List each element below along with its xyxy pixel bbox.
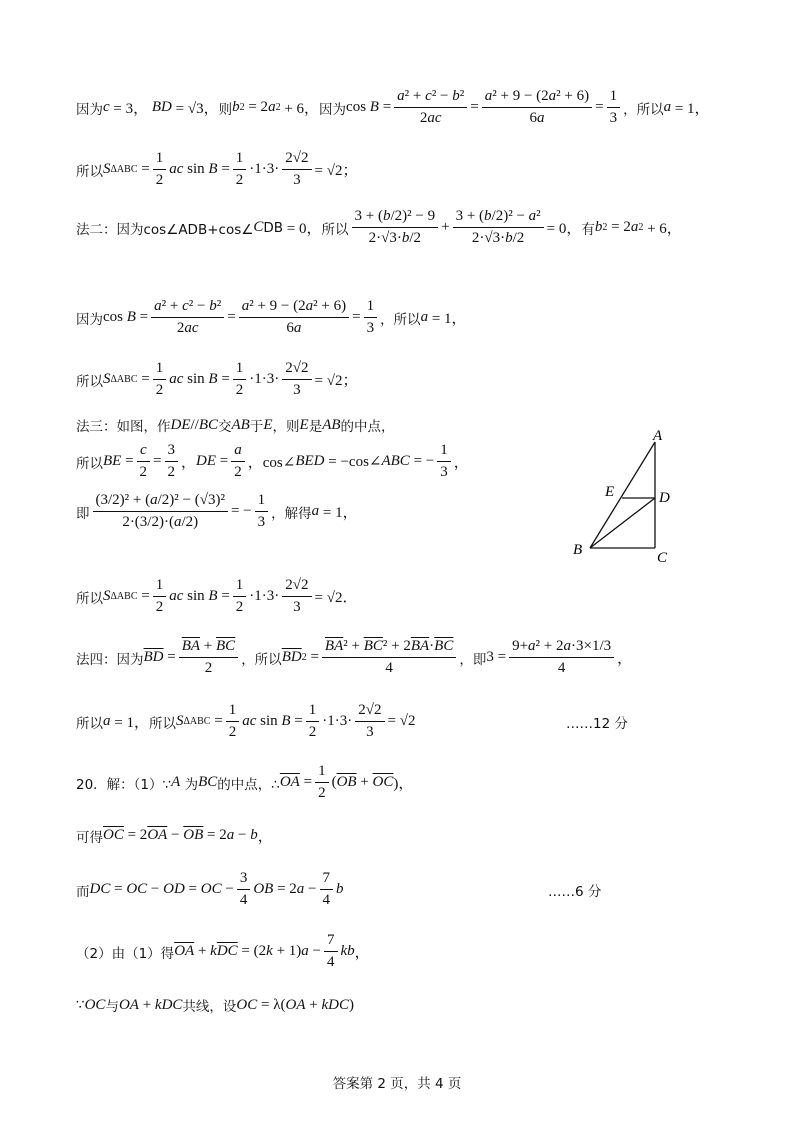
label-b: B	[573, 542, 583, 558]
label-d: D	[659, 490, 670, 506]
text-line-8: 即 $\frac{\text{(3/2)² + (a/2)² − (√3)²}}{2\cdot(3/2)\cdot(a/2)}$ = − $\frac{1}{3}$ ，解得 a = 1，	[76, 492, 358, 530]
text-line-4: 因为 cos B = $\frac{\text{a² + c² − b²}}{2ac}$ = $\frac{\text{a² + 9 − (2a² + 6)}}{6a}$ = $\frac{1}{3}$ ，所以 a = 1，	[76, 298, 467, 336]
text-line-16: ∵ OC 与 OA + kDC 共线，设 OC = λ( OA + kDC )	[76, 996, 354, 1015]
text-line-6: 法三：如图，作 DE // BC 交 AB 于 E ，则 E 是 AB 的中点，	[76, 416, 395, 435]
text-line-7: 所以 BE = $\frac{c}{2}$ = $\frac{3}{2}$ ， DE = $\frac{a}{2}$ ，cos∠ BED = −cos∠ ABC = − $\frac{1}{3}$ ，	[76, 442, 469, 480]
text-line-1: 因为 c = 3， BD = √3， 则 b 2 = 2 a 2 + 6， 因为 cos B = $\frac{\text{a² + c² − b²}}{2ac}$ = $\frac{\text{a² + 9 − (2a² + 6)}}{6a}$ = $\frac{1}{3}$ ，所以 a = 1，	[76, 88, 710, 126]
label-c: C	[657, 550, 668, 566]
text-line-11: 所以 a = 1， 所以 S ΔABC = $\frac{1}{2}$ ac sin B = $\frac{1}{2}$ ·1·3· $\frac{2√2}{3}$ = √2	[76, 702, 416, 740]
text-line-12: 20．解：（1）∵ A 为 BC 的中点，∴ $\overline{OA}$ = $\frac{1}{2}$ ( $\overline{OB}$ + $\overline{OC}$ )，	[76, 763, 414, 801]
score-6: ……6 分	[548, 884, 602, 900]
score-12: ……12 分	[566, 716, 628, 732]
text-line-10: 法四：因为 $\overline{BD}$ = $\frac{\overline{BA} + \overline{BC}}{2}$ ，所以 $\overline{BD}$ 2 = $\frac{\overline{BA}^2 + \overline{BC}^2 + 2\overline{BA}\cdot\overline{BC}}{4}$ ，即 3 = $\frac{\text{9+a² + 2a·3×1/3}}{4}$ ，	[76, 638, 633, 676]
text-line-15: （2）由（1）得 $\overline{OA}$ + k $\overline{DC}$ = (2 k + 1) a − $\frac{7}{4}$ kb ，	[76, 932, 370, 970]
text-line-9: 所以 S ΔABC = $\frac{1}{2}$ ac sin B = $\frac{1}{2}$ ·1·3· $\frac{2√2}{3}$ = √2．	[76, 577, 358, 615]
triangle-diagram	[565, 430, 695, 570]
label-e: E	[605, 484, 615, 500]
triangle-figure	[565, 430, 695, 574]
page-footer: 答案第 2 页，共 4 页	[332, 1076, 462, 1092]
text-line-2: 所以 S ΔABC = $\frac{1}{2}$ ac sin B = $\frac{1}{2}$ ·1·3· $\frac{2√2}{3}$ = √2；	[76, 150, 358, 188]
text-line-5: 所以 S ΔABC = $\frac{1}{2}$ ac sin B = $\frac{1}{2}$ ·1·3· $\frac{2√2}{3}$ = √2；	[76, 360, 358, 398]
text-line-3: 法二：因为cos∠ADB+cos∠ C DB = 0， 所以 $\frac{\text{3 + (b/2)² − 9}}{2\cdot√3\cdot b/2}$ + $\frac{\text{3 + (b/2)² − a²}}{2\cdot√3\cdot b/2}$ = 0， 有 b 2 = 2 a 2 + 6，	[76, 208, 682, 246]
text-line-13: 可得 $\overline{OC}$ = 2 $\overline{OA}$ − $\overline{OB}$ = 2 a − b ，	[76, 827, 273, 846]
text-line-14: 而 DC = OC − OD = OC − $\frac{3}{4}$ OB = 2 a − $\frac{7}{4}$ b	[76, 870, 344, 908]
label-a: A	[653, 430, 663, 444]
